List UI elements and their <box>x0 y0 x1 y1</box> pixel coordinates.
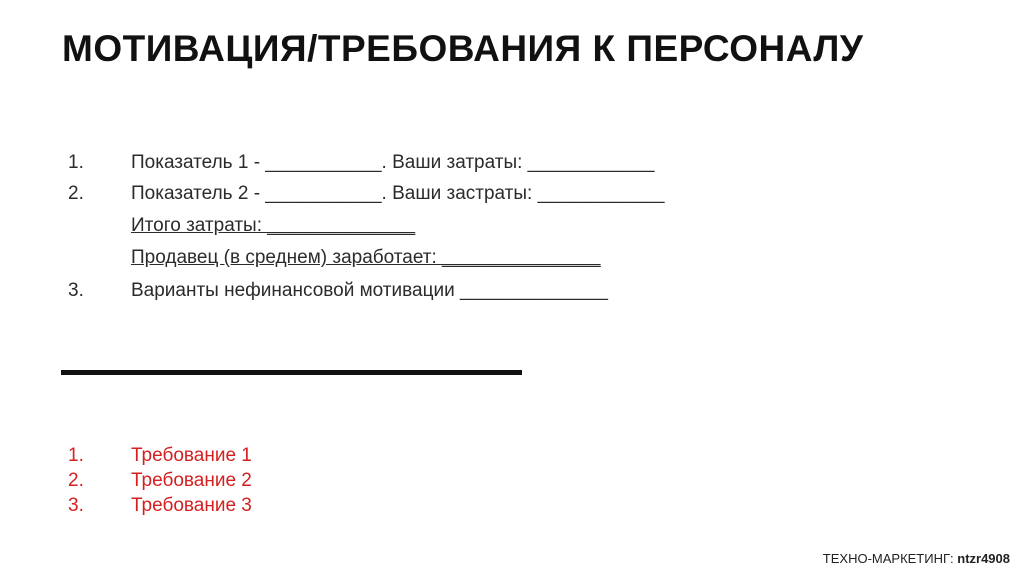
list-item <box>0 468 1024 494</box>
requirement-text: Требование 1 <box>131 445 252 466</box>
list-item <box>0 493 1024 519</box>
list-text: Варианты нефинансовой мотивации ______________ <box>131 280 608 301</box>
list-number: 1. <box>68 152 84 173</box>
list-number: 3. <box>68 280 84 301</box>
requirement-text: Требование 3 <box>131 495 252 516</box>
requirement-text: Требование 2 <box>131 470 252 491</box>
list-number: 3. <box>68 495 84 516</box>
footer-label: ТЕХНО-МАРКЕТИНГ: <box>822 551 958 566</box>
list-item <box>0 278 1024 304</box>
list-item <box>0 245 1024 271</box>
list-number: 2. <box>68 183 84 204</box>
footer-code: ntzr4908 <box>957 551 1010 566</box>
list-text: Показатель 1 - ___________. Ваши затраты: ____________ <box>131 152 655 173</box>
list-number: 2. <box>68 470 84 491</box>
list-item <box>0 181 1024 207</box>
list-number: 1. <box>68 445 84 466</box>
list-item <box>0 443 1024 469</box>
page-title: МОТИВАЦИЯ/ТРЕБОВАНИЯ К ПЕРСОНАЛУ <box>62 28 864 69</box>
footer-credit <box>823 551 1010 566</box>
seller-earnings-text: Продавец (в среднем) заработает: _______________ <box>131 247 601 268</box>
list-item <box>0 150 1024 176</box>
total-costs-text: Итого затраты: ______________ <box>131 215 416 236</box>
list-item <box>0 213 1024 239</box>
section-divider <box>61 370 522 375</box>
list-text: Показатель 2 - ___________. Ваши застраты: ____________ <box>131 183 665 204</box>
